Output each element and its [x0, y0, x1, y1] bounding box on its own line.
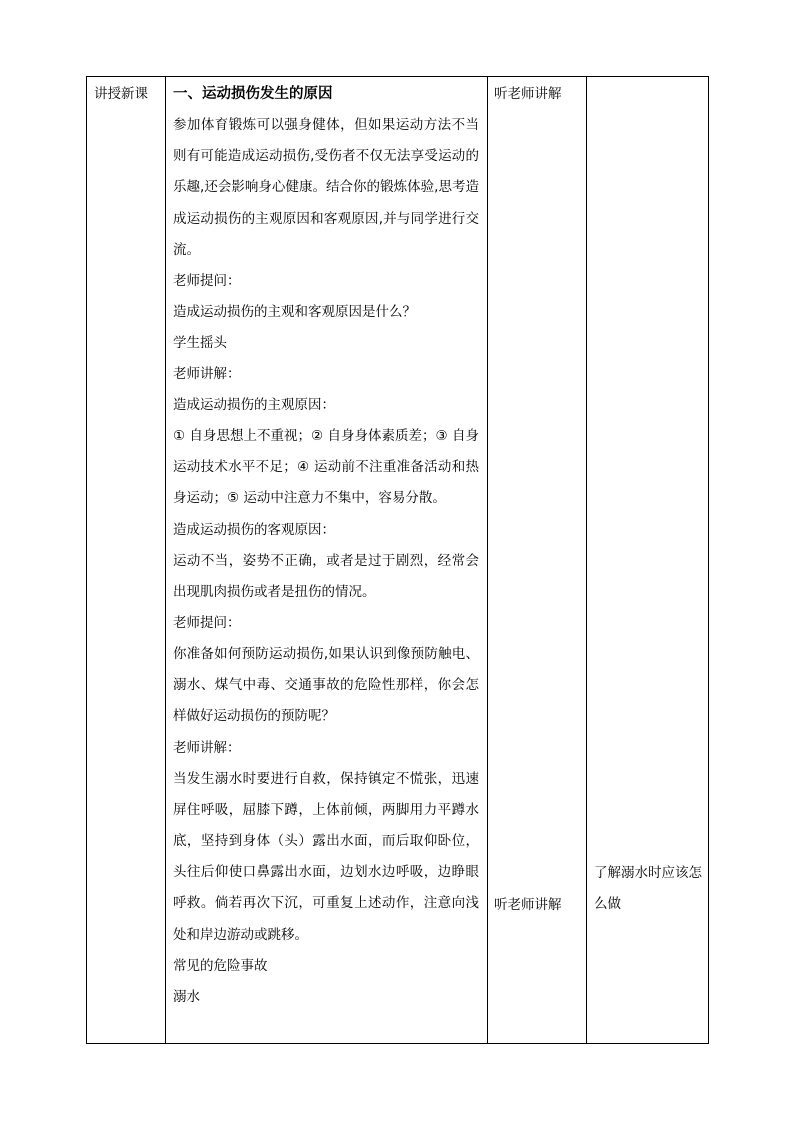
- student-activity-cell: [488, 77, 587, 1044]
- objective-causes-body: 运动不当，姿势不正确，或者是过于剧烈，经常会出现肌肉损伤或者是扭伤的情况。: [173, 552, 479, 600]
- goal-cell: [587, 77, 709, 1044]
- learning-goal: 了解溺水时应该怎么做: [594, 865, 702, 912]
- objective-causes-title: 造成运动损伤的客观原因：: [173, 521, 335, 538]
- common-accidents-label: 常见的危险事故: [173, 957, 268, 974]
- lesson-plan-table: [86, 76, 709, 1044]
- student-activity-2: 听老师讲解: [494, 897, 562, 913]
- subjective-causes-title: 造成运动损伤的主观原因：: [173, 397, 335, 414]
- section-heading: 一、运动损伤发生的原因: [173, 86, 333, 102]
- content-cell: [166, 77, 488, 1044]
- teacher-explain-label-2: 老师讲解：: [173, 739, 241, 756]
- prevention-question: 你准备如何预防运动损伤,如果认识到像预防触电、溺水、煤气中毒、交通事故的危险性那样，你会怎样做好运动损伤的预防呢？: [173, 646, 479, 725]
- drowning-self-rescue-text: 当发生溺水时要进行自救，保持镇定不慌张，迅速屏住呼吸，屈膝下蹲，上体前倾，两脚用力平蹲水底，坚持到身体（头）露出水面，而后取仰卧位，头往后仰使口鼻露出水面，边划水边呼吸，边睁眼呼救。倘若再次下沉，可重复上述动作，注意向浅处和岸边游动或跳移。: [173, 770, 479, 943]
- table-row: [87, 77, 709, 1044]
- teacher-explain-label: 老师讲解：: [173, 366, 241, 383]
- intro-paragraph: 参加体育锻炼可以强身健体，但如果运动方法不当则有可能造成运动损伤,受伤者不仅无法享受运动的乐趣,还会影响身心健康。结合你的锻炼体验,思考造成运动损伤的主观原因和客观原因,并与同学进行交流。: [173, 117, 479, 258]
- stage-label: 讲授新课: [94, 86, 148, 102]
- drowning-label: 溺水: [173, 988, 200, 1005]
- question-text: 造成运动损伤的主观和客观原因是什么？: [173, 304, 416, 321]
- teacher-question-label: 老师提问：: [173, 273, 241, 290]
- student-response: 学生摇头: [173, 335, 227, 352]
- stage-cell: [87, 77, 166, 1044]
- student-activity-1: 听老师讲解: [494, 86, 562, 102]
- subjective-causes-body: ① 自身思想上不重视；② 自身身体素质差；③ 自身运动技术水平不足；④ 运动前不注重准备活动和热身运动；⑤ 运动中注意力不集中，容易分散。: [173, 428, 479, 507]
- teacher-question-label-2: 老师提问：: [173, 615, 241, 632]
